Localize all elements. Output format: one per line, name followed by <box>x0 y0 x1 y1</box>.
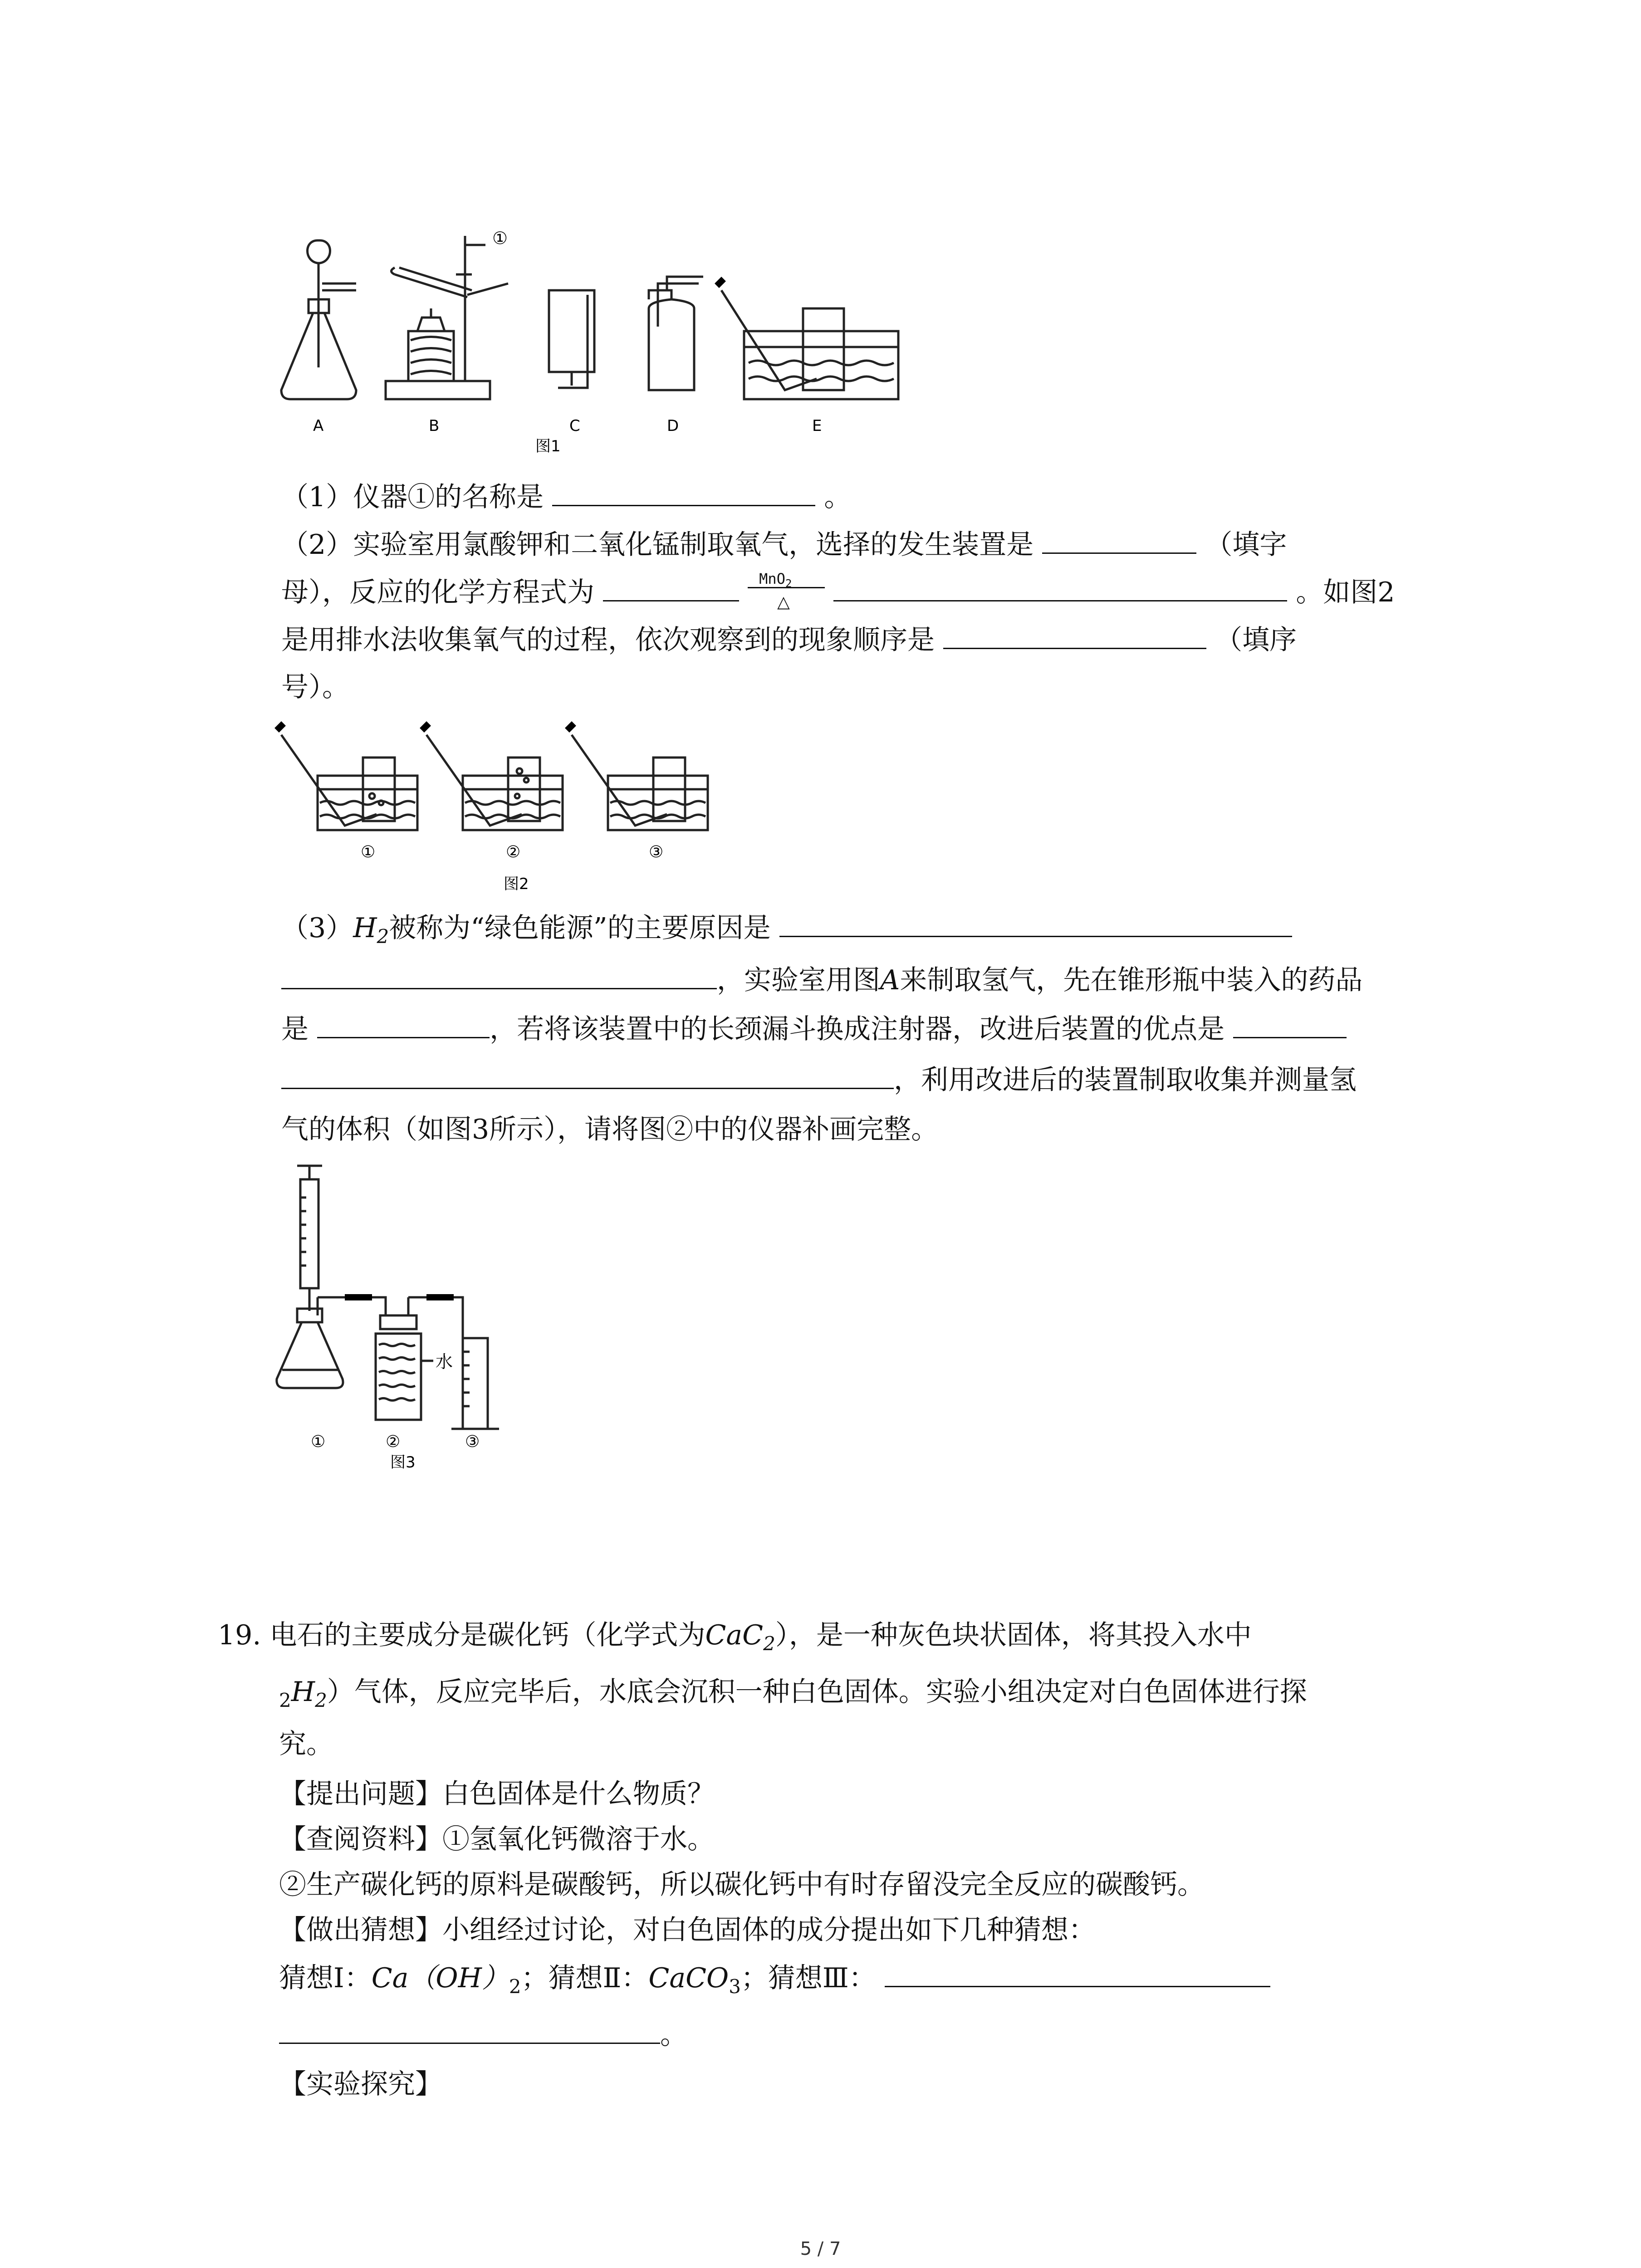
q19-ask: 【提出问题】白色固体是什么物质？ <box>279 1778 715 1810</box>
answer-blank-advantage[interactable] <box>1233 1011 1347 1038</box>
q18-part1: （1）仪器①的名称是 。 <box>281 479 851 515</box>
figure-1-caption: 图1 <box>535 437 561 454</box>
water-label: 水 <box>436 1352 453 1372</box>
figure-2-step-1 <box>277 723 417 830</box>
answer-blank-guess-3-cont[interactable] <box>279 2016 660 2044</box>
answer-blank-reagent[interactable] <box>317 1011 490 1038</box>
marker-1: ① <box>492 228 508 248</box>
answer-blank-green-energy[interactable] <box>779 909 1292 937</box>
q18-part3-line3: 是 ，若将该装置中的长颈漏斗换成注射器，改进后装置的优点是 <box>281 1011 1347 1047</box>
q19-guesses: 猜想Ⅰ：$Ca(OH)_2$；猜想Ⅱ：CaCO$_3$；猜想Ⅲ： <box>279 1960 1270 2005</box>
answer-blank-2[interactable] <box>1042 526 1196 554</box>
figure-3-caption: 图3 <box>390 1453 416 1470</box>
q18-part3-line2: ，实验室用图A来制取氢气，先在锥形瓶中装入的药品 <box>281 962 1362 998</box>
answer-blank-advantage-cont[interactable] <box>281 1061 894 1089</box>
q19-guess3-cont: 。 <box>279 2016 687 2053</box>
label-c: C <box>569 417 580 435</box>
label-b: B <box>429 417 440 435</box>
q19-line1: 19. 电石的主要成分是碳化钙（化学式为CaC$_2$），是一种灰色块状固体，将其投入水中 <box>218 1619 1252 1655</box>
q18-part2-line2: 母），反应的化学方程式为 MnO$_2$ △ 。如图2 <box>281 570 1395 611</box>
fig2-label-2: ② <box>506 843 521 861</box>
fig3-label-3: ③ <box>465 1432 480 1451</box>
q19-ref2: ②生产碳化钙的原料是碳酸钙，所以碳化钙中有时存留没完全反应的碳酸钙。 <box>279 1869 1205 1901</box>
fig3-label-2: ② <box>386 1432 401 1451</box>
q18-part2-line1: （2）实验室用氯酸钾和二氧化锰制取氧气，选择的发生装置是 （填字 <box>281 526 1287 563</box>
figure-2-caption: 图2 <box>504 875 529 893</box>
equation-reactants-blank[interactable] <box>603 574 739 601</box>
answer-blank-green-energy-cont[interactable] <box>281 962 717 989</box>
q19-explore: 【实验探究】 <box>279 2068 442 2100</box>
fig3-label-1: ① <box>311 1432 326 1451</box>
answer-blank-order[interactable] <box>943 621 1206 649</box>
flask-1 <box>277 1297 363 1388</box>
bottle-2 <box>372 1297 445 1420</box>
answer-blank-1[interactable] <box>552 479 815 506</box>
graduated-cylinder-3 <box>451 1297 499 1429</box>
figure-2-water-collection <box>272 721 735 898</box>
q18-part2-line4: 号）。 <box>281 671 349 703</box>
apparatus-e-trough <box>717 279 898 399</box>
reaction-condition: MnO$_2$ △ <box>748 574 825 601</box>
page-number: 5 / 7 <box>800 2239 841 2259</box>
figure-3-gas-measure <box>272 1161 526 1470</box>
label-e: E <box>812 417 822 435</box>
syringe <box>297 1166 322 1311</box>
equation-products-blank[interactable] <box>833 574 1287 601</box>
q18-part3-line5: 气的体积（如图3所示），请将图②中的仪器补画完整。 <box>281 1114 939 1145</box>
label-a: A <box>313 417 324 435</box>
figure-1-apparatus <box>272 218 916 454</box>
q19-line3: 究。 <box>279 1728 333 1760</box>
q19-ref1: 【查阅资料】①氢氧化钙微溶于水。 <box>279 1823 715 1855</box>
label-d: D <box>667 417 679 435</box>
apparatus-c <box>549 290 594 388</box>
fig2-label-3: ③ <box>649 843 664 861</box>
figure-2-step-2 <box>422 723 563 830</box>
answer-blank-guess-3[interactable] <box>885 1960 1270 1987</box>
figure-2-step-3 <box>567 723 708 830</box>
apparatus-a-flask-funnel <box>281 240 356 399</box>
apparatus-d <box>649 277 703 390</box>
q18-part2-line3: 是用排水法收集氧气的过程，依次观察到的现象顺序是 （填序 <box>281 621 1297 658</box>
q19-guess-intro: 【做出猜想】小组经过讨论，对白色固体的成分提出如下几种猜想： <box>279 1914 1096 1946</box>
fig2-label-1: ① <box>361 843 376 861</box>
apparatus-b-heating <box>386 236 508 399</box>
q18-part3-line4: ，利用改进后的装置制取收集并测量氢 <box>281 1061 1357 1098</box>
q18-part3-line1: $(3)H_2$被称为“绿色能源”的主要原因是 <box>281 909 1292 955</box>
q19-line2: $_2H_2$）气体，反应完毕后，水底会沉积一种白色固体。实验小组决定对白色固体进行探 <box>279 1676 1307 1711</box>
question-number: 19. <box>218 1619 261 1651</box>
